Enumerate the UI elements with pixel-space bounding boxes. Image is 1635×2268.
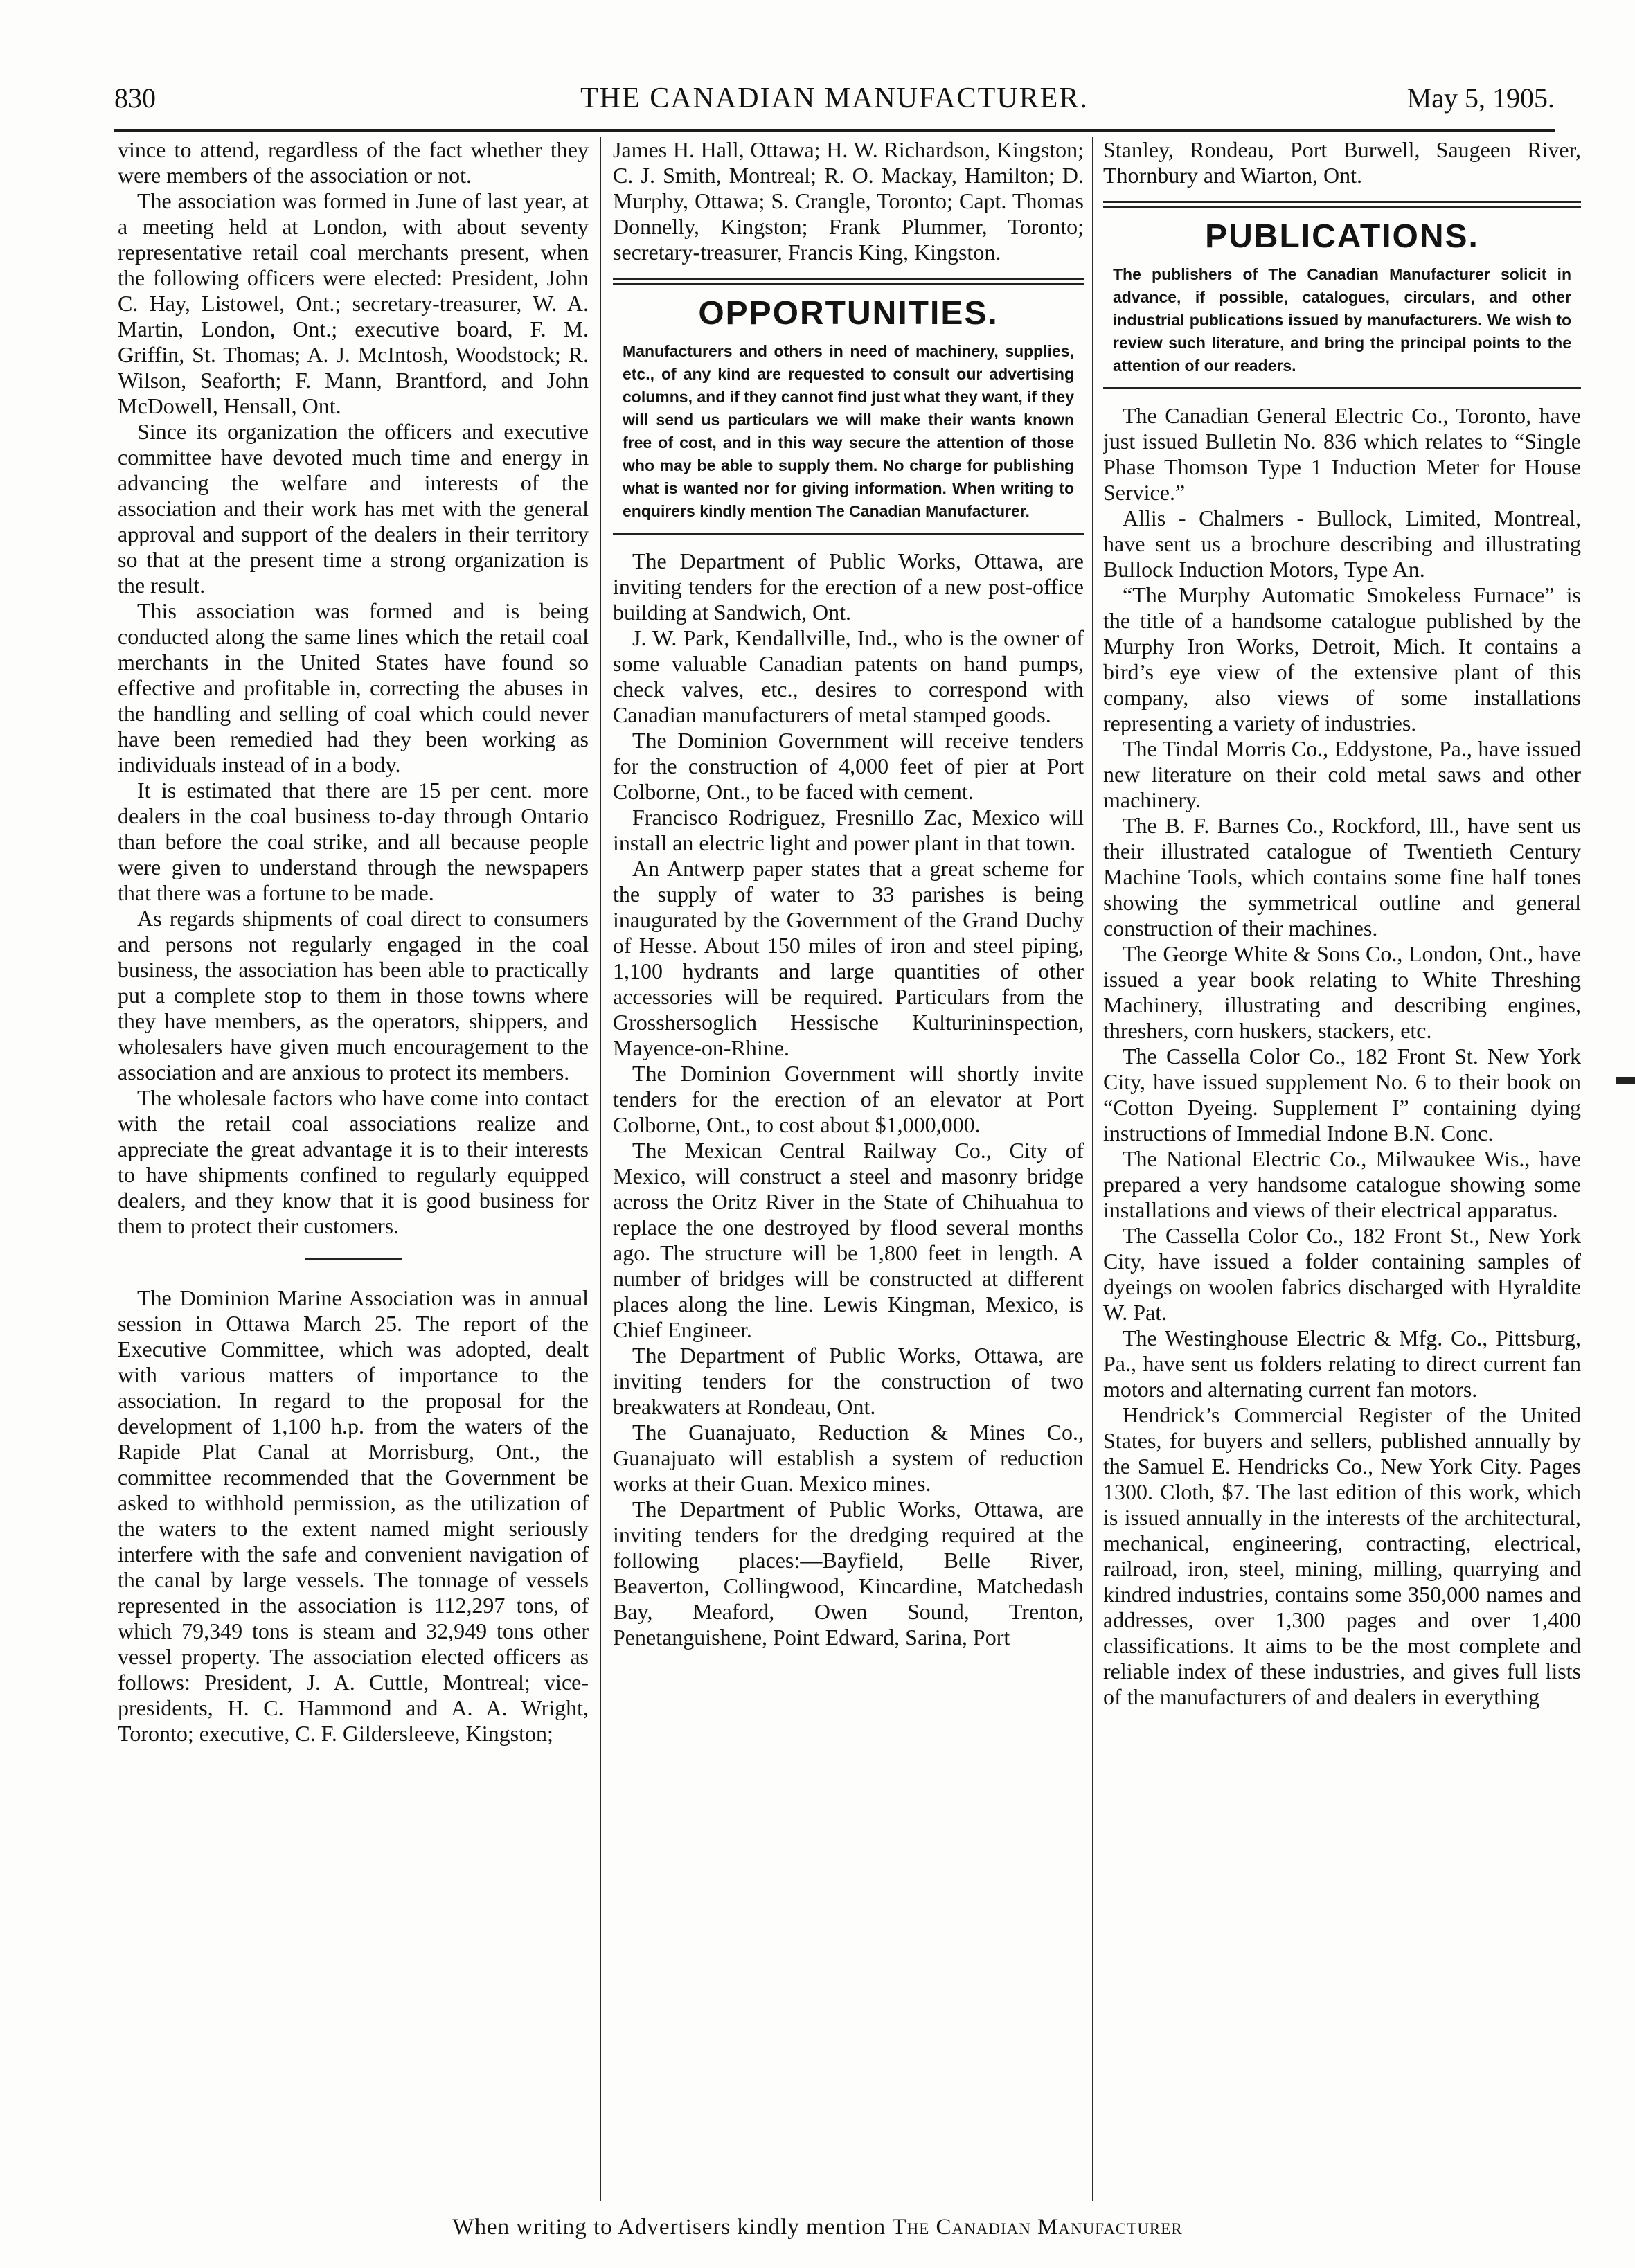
column-1 xyxy=(118,137,589,2208)
article-paragraph: Since its organization the officers and executive committee have devoted much time and energy in advancing the welfare and interests of the association and their work has met with the general approval and support of the dealers in their territory so that at the present time a strong organization is the result. xyxy=(118,419,589,598)
opportunity-item: The Dominion Government will receive tenders for the construction of 4,000 feet of pier at Port Colborne, Ont., to be faced with cement. xyxy=(613,728,1084,804)
opportunity-item: The Department of Public Works, Ottawa, are inviting tenders for the erection of a new post-office building at Sandwich, Ont. xyxy=(613,548,1084,625)
column-3 xyxy=(1103,137,1581,2208)
margin-mark xyxy=(1616,1077,1635,1084)
opportunity-item: The Department of Public Works, Ottawa, are inviting tenders for the dredging required at the following places:—Bayfield, Belle River, Beaverton, Collingwood, Kincardine, Matchedash Bay, Meaford, Owen Sound, Trenton, Penetanguishene, Point Edward, Sarina, Port xyxy=(613,1497,1084,1650)
publication-item: Allis - Chalmers - Bullock, Limited, Montreal, have sent us a brochure describing and illustrating Bullock Induction Motors, Type An. xyxy=(1103,506,1581,582)
opportunity-item: An Antwerp paper states that a great scheme for the supply of water to 33 parishes is being inaugurated by the Government of the Grand Duchy of Hesse. About 150 miles of iron and steel piping, 1,100 hydrants and large quantities of other accessories will be required. Particulars from the Grosshersoglich Hessische Kulturininspection, Mayence-on-Rhine. xyxy=(613,856,1084,1060)
publication-item: The National Electric Co., Milwaukee Wis., have prepared a very handsome catalogue showing some installations and views of their electrical apparatus. xyxy=(1103,1146,1581,1222)
header-rule xyxy=(114,129,1555,132)
issue-date: May 5, 1905. xyxy=(1406,82,1555,114)
footer-text: When writing to Advertisers kindly mention xyxy=(452,2215,893,2240)
publication-item: The B. F. Barnes Co., Rockford, Ill., have sent us their illustrated catalogue of Twentieth Century Machine Tools, which contains some fine half tones showing the symmetrical outline and general construction of their machines. xyxy=(1103,813,1581,940)
publication-item: The Tindal Morris Co., Eddystone, Pa., have issued new literature on their cold metal saws and other machinery. xyxy=(1103,736,1581,812)
publication-item: The Cassella Color Co., 182 Front St., New York City, have issued a folder containing samples of dyeings on woolen fabrics discharged with Hyraldite W. Pat. xyxy=(1103,1223,1581,1325)
opportunities-heading: OPPORTUNITIES. xyxy=(698,295,999,332)
article-paragraph: The wholesale factors who have come into contact with the retail coal associations realize and appreciate the great advantage it is to their interests to have shipments confined to regularly equipped dealers, and they know that it is good business for them to protect their customers. xyxy=(118,1085,589,1238)
publication-item: The Cassella Color Co., 182 Front St. New York City, have issued supplement No. 6 to their book on “Cotton Dyeing. Supplement I” containing dying instructions of Immedial Indone B.N. Conc. xyxy=(1103,1044,1581,1145)
page-header xyxy=(114,82,1555,130)
article-paragraph: The Dominion Marine Association was in annual session in Ottawa March 25. The report of the Executive Committee, which was adopted, dealt with various matters of importance to the association. In regard to the proposal for the development of 1,100 h.p. from the waters of the Rapide Plat Canal at Morrisburg, Ont., the committee recommended that the Government be asked to withhold permission, as the utilization of the waters to the extent named might seriously interfere with the safe and convenient navigation of the canal by large vessels. The tonnage of vessels represented in the association is 112,297 tons, of which 79,349 tons is steam and 32,949 tons other vessel property. The association elected officers as follows: President, J. A. Cuttle, Montreal; vice-presidents, H. C. Hammond and A. A. Wright, Toronto; executive, C. F. Gildersleeve, Kingston; xyxy=(118,1285,589,1746)
article-paragraph: vince to attend, regardless of the fact whether they were members of the association or not. xyxy=(118,137,589,188)
page-number: 830 xyxy=(114,82,156,114)
opportunity-item: Francisco Rodriguez, Fresnillo Zac, Mexico will install an electric light and power plant in that town. xyxy=(613,805,1084,855)
publication-item: “The Murphy Automatic Smokeless Furnace” is the title of a handsome catalogue published by the Murphy Iron Works, Detroit, Mich. It contains a bird’s eye view of the extensive plant of this company, also views of some installations representing a variety of industries. xyxy=(1103,582,1581,735)
section-rule xyxy=(1103,387,1581,389)
publication-item: Hendrick’s Commercial Register of the United States, for buyers and sellers, published annually by the Samuel E. Hendricks Co., New York City. Pages 1300. Cloth, $7. The last edition of this work, which is issued annually in the interests of the architectural, mechanical, engineering, contracting, electrical, railroad, iron, steel, mining, milling, quarrying and kindred industries, contains some 350,000 names and addresses, over 1,300 pages and over 1,400 classifications. It aims to be the most complete and reliable index of these industries, and gives full lists of the manufacturers of and dealers in everything xyxy=(1103,1402,1581,1709)
article-paragraph: As regards shipments of coal direct to consumers and persons not regularly engaged in the coal business, the association has been able to practically put a complete stop to them in those towns where they have members, as the operators, shippers, and wholesalers have given much encouragement to the association and are anxious to protect its members. xyxy=(118,906,589,1084)
column-divider-2 xyxy=(1092,137,1093,2201)
article-paragraph: It is estimated that there are 15 per cent. more dealers in the coal business to-day through Ontario than before the coal strike, and all because people were given to understand through the newspapers that there was a fortune to be made. xyxy=(118,778,589,905)
opportunity-item: The Mexican Central Railway Co., City of Mexico, will construct a steel and masonry bridge across the Oritz River in the State of Chihuahua to replace the one destroyed by flood several months ago. The structure will be 1,800 feet in length. A number of bridges will be constructed at different places along the line. Lewis Kingman, Mexico, is Chief Engineer. xyxy=(613,1138,1084,1342)
publication-item: The Canadian General Electric Co., Toronto, have just issued Bulletin No. 836 which relates to “Single Phase Thomson Type 1 Induction Meter for House Service.” xyxy=(1103,403,1581,505)
publications-notice: The publishers of The Canadian Manufacturer solicit in advance, if possible, catalogues, circulars, and other industrial publications issued by manufacturers. We wish to review such literature, and bring the principal points to the attention of our readers. xyxy=(1113,265,1571,375)
column-divider-1 xyxy=(600,137,601,2201)
publication-item: The Westinghouse Electric & Mfg. Co., Pittsburg, Pa., have sent us folders relating to direct current fan motors and alternating current fan motors. xyxy=(1103,1325,1581,1402)
opportunity-item: The Department of Public Works, Ottawa, are inviting tenders for the construction of two breakwaters at Rondeau, Ont. xyxy=(613,1343,1084,1419)
column-2 xyxy=(613,137,1084,2208)
footer-publication-name: The Canadian Manufacturer xyxy=(892,2215,1183,2240)
section-rule xyxy=(1103,201,1581,208)
article-paragraph: This association was formed and is being conducted along the same lines which the retail coal merchants in the United States have found so effective and profitable in, correcting the abuses in the handling and selling of coal which could never have been remedied had they been working as individuals instead of in a body. xyxy=(118,598,589,777)
opportunity-item: The Guanajuato, Reduction & Mines Co., Guanajuato will establish a system of reduction works at their Guan. Mexico mines. xyxy=(613,1420,1084,1496)
article-separator xyxy=(305,1258,402,1260)
publications-heading: PUBLICATIONS. xyxy=(1205,218,1479,255)
article-paragraph: Stanley, Rondeau, Port Burwell, Saugeen River, Thornbury and Wiarton, Ont. xyxy=(1103,137,1581,188)
opportunity-item: The Dominion Government will shortly invite tenders for the erection of an elevator at Port Colborne, Ont., to cost about $1,000,000. xyxy=(613,1061,1084,1137)
article-paragraph: James H. Hall, Ottawa; H. W. Richardson, Kingston; C. J. Smith, Montreal; R. O. Mackay, Hamilton; D. Murphy, Ottawa; S. Crangle, Toronto; Capt. Thomas Donnelly, Kingston; Frank Plummer, Toronto; secretary-treasurer, Francis King, Kingston. xyxy=(613,137,1084,265)
opportunity-item: J. W. Park, Kendallville, Ind., who is the owner of some valuable Canadian patents on hand pumps, check valves, etc., desires to correspond with Canadian manufacturers of metal stamped goods. xyxy=(613,625,1084,727)
page-footer xyxy=(0,2215,1635,2240)
masthead-title: THE CANADIAN MANUFACTURER. xyxy=(580,82,1089,114)
publication-item: The George White & Sons Co., London, Ont., have issued a year book relating to White Threshing Machinery, illustrating and describing engines, threshers, corn huskers, stackers, etc. xyxy=(1103,941,1581,1043)
section-rule xyxy=(613,533,1084,535)
article-paragraph: The association was formed in June of last year, at a meeting held at London, with about seventy representative retail coal merchants present, when the following officers were elected: President, John C. Hay, Listowel, Ont.; secretary-treasurer, W. A. Martin, London, Ont.; executive board, F. M. Griffin, St. Thomas; A. J. McIntosh, Woodstock; R. Wilson, Seaforth; F. Mann, Brantford, and John McDowell, Hensall, Ont. xyxy=(118,188,589,418)
opportunities-notice: Manufacturers and others in need of machinery, supplies, etc., of any kind are requested to consult our advertising columns, and if they cannot find just what they want, if they will send us particulars we will make their wants known free of cost, and in this way secure the attention of those who may be able to supply them. No charge for publishing what is wanted nor for giving information. When writing to enquirers kindly mention The Canadian Manufacturer. xyxy=(623,342,1074,520)
section-rule xyxy=(613,278,1084,285)
